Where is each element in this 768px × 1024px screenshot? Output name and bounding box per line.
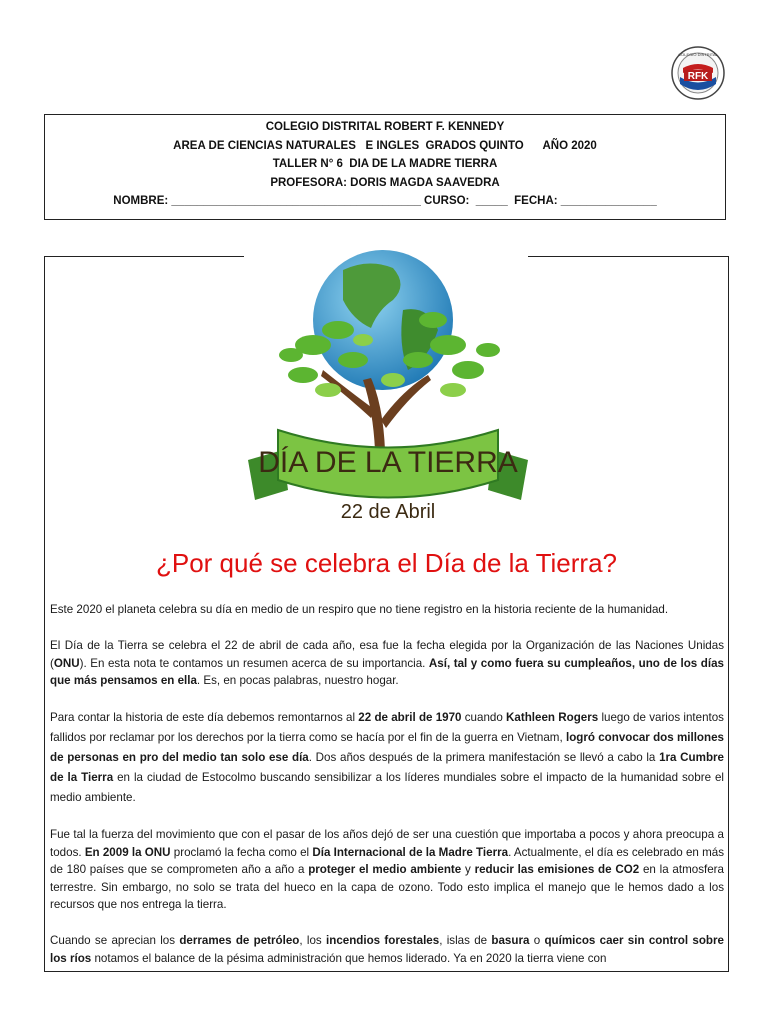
paragraph-2: El Día de la Tierra se celebra el 22 de abril de cada año, esa fue la fecha elegida por la Organización de las Naciones Unidas (ONU). En esta nota te contamos un resumen acerca de su importancia. Así, tal y como fuera su cumpleaños, uno de los días que más pensamos en ella. Es, en pocas palabras, nuestro hogar. (50, 639, 724, 687)
box-top-border-right (528, 256, 729, 257)
paragraph-1: Este 2020 el planeta celebra su día en medio de un respiro que no tiene registro en la historia reciente de la humanidad. (50, 603, 669, 616)
paragraph-3: Para contar la historia de este día debemos remontarnos al 22 de abril de 1970 cuando Kathleen Rogers luego de varios intentos fallidos por reclamar por los derechos por la tierra como se hacía por el fin de la guerra en Vietnam, logró convocar dos millones de personas en pro del medio tan solo ese día. Dos años después de la primera manifestación se llevó a cabo la 1ra Cumbre de la Tierra en la ciudad de Estocolmo buscando sensibilizar a los líderes mundiales sobre el impacto de la humanidad sobre el medio ambiente. (50, 711, 724, 804)
school-name: COLEGIO DISTRITAL ROBERT F. KENNEDY (265, 121, 505, 133)
header-box (44, 114, 726, 220)
logo-text: RFK (687, 71, 709, 82)
paragraph-5: Cuando se aprecian los derrames de petróleo, los incendios forestales, islas de basura o químicos caer sin control sobre los ríos notamos el balance de la pésima administración que hemos liderado. Ya en 2020 la tierra viene con (50, 934, 724, 965)
banner-title: DÍA DE LA TIERRA (258, 446, 518, 479)
name-course-date-line: NOMBRE: _______________________________________ CURSO: _____ FECHA: _______________ (113, 195, 657, 207)
workshop-line: TALLER N° 6 DIA DE LA MADRE TIERRA (272, 158, 498, 170)
school-logo (671, 46, 725, 100)
logo-ring-text: COLEGIO DISTRITAL (678, 52, 718, 57)
box-top-border-left (44, 256, 244, 257)
area-line: AREA DE CIENCIAS NATURALES E INGLES GRADOS QUINTO AÑO 2020 (173, 139, 597, 152)
banner-date: 22 de Abril (340, 501, 436, 523)
earth-day-illustration (243, 250, 533, 530)
teacher-line: PROFESORA: DORIS MAGDA SAAVEDRA (270, 176, 500, 189)
page-title: ¿Por qué se celebra el Día de la Tierra? (155, 548, 618, 578)
paragraph-4: Fue tal la fuerza del movimiento que con el pasar de los años dejó de ser una cuestión que importaba a pocos y ahora preocupa a todos. En 2009 la ONU proclamó la fecha como el Día Internacional de la Madre Tierra. Actualmente, el día es celebrado en más de 180 países que se comprometen año a año a proteger el medio ambiente y reducir las emisiones de CO2 en la atmosfera terrestre. Sin embargo, no solo se trata del hueco en la capa de ozono. Todo esto implica el manejo que le hemos dado a los recursos que nos entrega la tierra. (50, 828, 725, 911)
